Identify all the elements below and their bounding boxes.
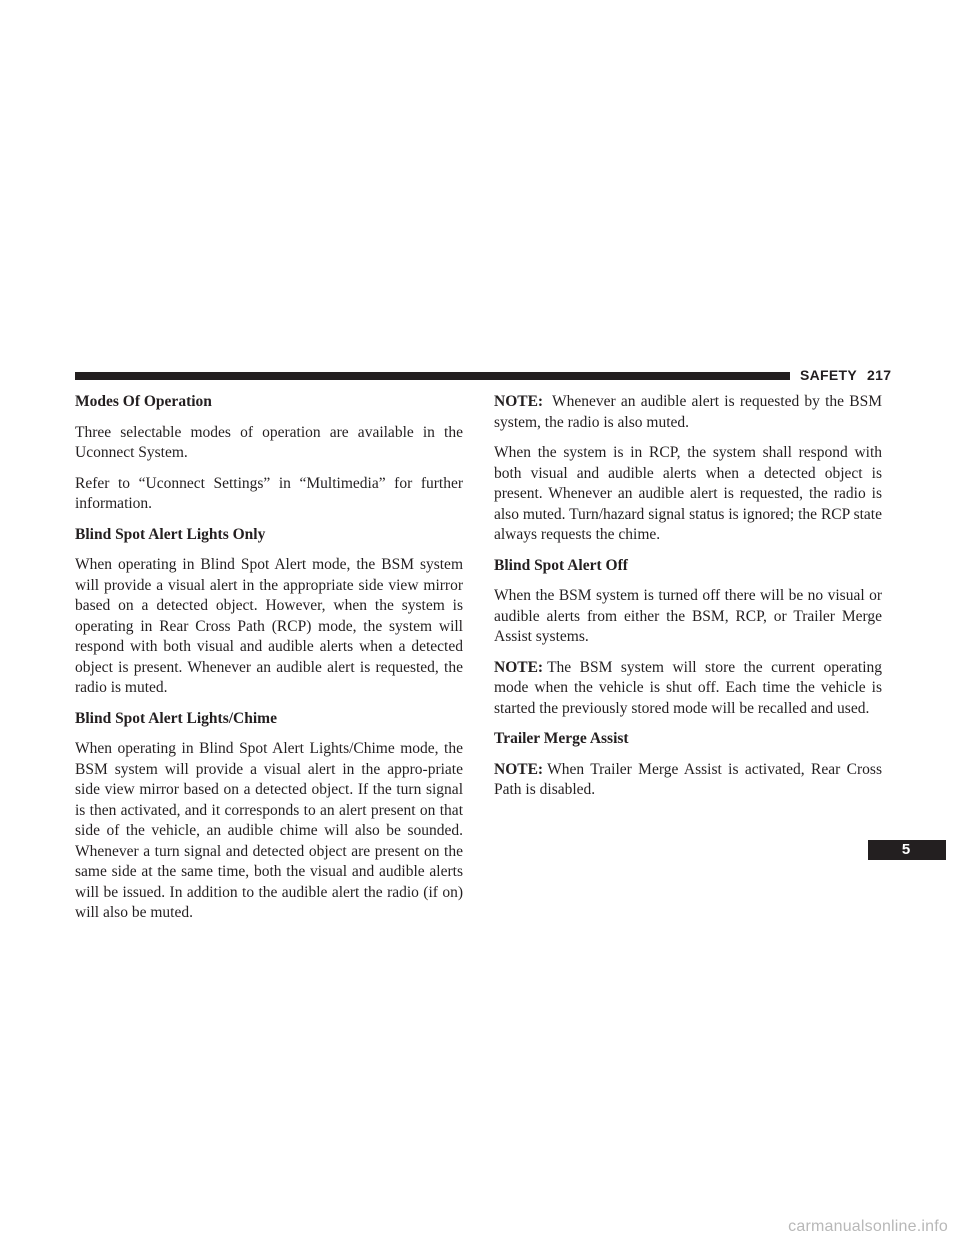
watermark: carmanualsonline.info [788, 1218, 948, 1235]
modes-paragraph-1: Three selectable modes of operation are available in the Uconnect System. [75, 423, 463, 461]
note-trailer-merge [494, 760, 882, 801]
section-title: SAFETY [800, 367, 858, 383]
note-label: NOTE: [494, 393, 544, 410]
note-label: NOTE: [494, 760, 544, 778]
modes-paragraph-2: Refer to “Uconnect Settings” in “Multimedia” for further information. [75, 474, 463, 512]
header-rule [75, 372, 790, 380]
modes-heading: Modes Of Operation [75, 393, 212, 410]
page-number: 217 [867, 367, 892, 383]
lights-chime-heading: Blind Spot Alert Lights/Chime [75, 709, 277, 727]
note-store-mode [494, 658, 882, 720]
note-text: The BSM system will store the current operating mode when the vehicle is shut off. Each time the vehicle is started the previously stored mode will be recalled and used. [494, 658, 882, 717]
chapter-tab: 5 [868, 840, 946, 860]
running-header [800, 367, 891, 383]
note-text: Whenever an audible alert is requested by the BSM system, the radio is also muted. [494, 393, 882, 431]
left-column [75, 392, 463, 934]
note-text: When Trailer Merge Assist is activated, Rear Cross Path is disabled. [494, 760, 882, 798]
note-label: NOTE: [494, 658, 544, 676]
lights-chime-paragraph: When operating in Blind Spot Alert Lights/Chime mode, the BSM system will provide a visual alert in the appro-priate side view mirror based on a detected object. If the turn signal is then activated, and it corresponds to an alert present on that side of the vehicle, an audible chime will also be sounded. Whenever a turn signal and detected object are present on the same side at the same time, both the visual and audible alerts will be issued. In addition to the audible alert the radio (if on) will also be muted. [75, 740, 463, 921]
alert-off-heading: Blind Spot Alert Off [494, 556, 628, 574]
note-muted [494, 392, 882, 433]
lights-only-heading: Blind Spot Alert Lights Only [75, 525, 266, 543]
alert-off-paragraph: When the BSM system is turned off there will be no visual or audible alerts from either the BSM, RCP, or Trailer Merge Assist systems. [494, 587, 882, 645]
lights-only-paragraph: When operating in Blind Spot Alert mode, the BSM system will provide a visual alert in the appropriate side view mirror based on a detected object. However, when the system is operating in Rear Cross Path (RCP) mode, the system will respond with both visual and audible alerts when a detected object is present. Whenever an audible alert is requested, the radio is muted. [75, 556, 463, 696]
right-column [494, 392, 882, 811]
trailer-merge-heading: Trailer Merge Assist [494, 730, 629, 747]
rcp-paragraph: When the system is in RCP, the system shall respond with both visual and audible alerts when a detected object is present. Whenever an audible alert is requested, the radio is also muted. Turn/hazard signal status is ignored; the RCP state always requests the chime. [494, 444, 882, 543]
